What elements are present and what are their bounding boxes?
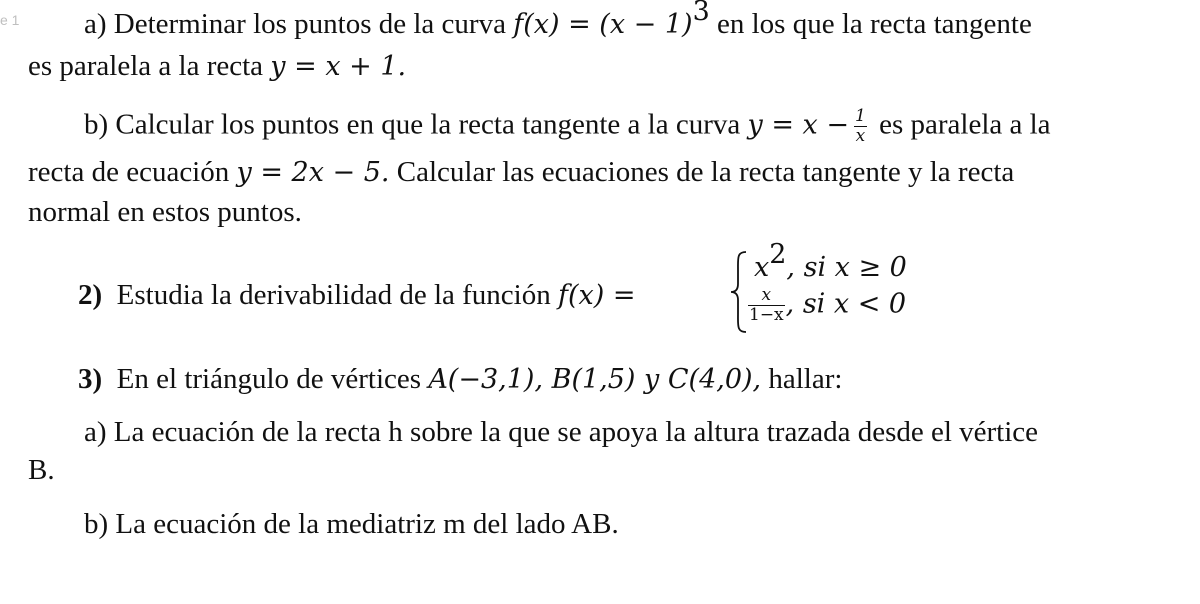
problem-1a-function: f(x) = (x − 1)	[513, 9, 693, 40]
problem-1a-tail: en los que la recta tangente	[717, 8, 1032, 40]
problem-3a-line-1	[84, 418, 1038, 447]
problem-3-line	[78, 365, 842, 394]
problem-3a-line-2	[28, 456, 55, 485]
fraction-denominator: x	[855, 125, 866, 146]
problem-3b-line	[84, 510, 619, 539]
problem-1b-line3-text: normal en estos puntos.	[28, 196, 302, 228]
page-corner-label: e 1	[0, 12, 20, 28]
problem-1a-line2-text: es paralela a la recta	[28, 50, 264, 82]
case-1-condition: , si x ≥ 0	[786, 252, 907, 283]
problem-1b-text: b) Calcular los puntos en que la recta tangente a la curva	[84, 108, 741, 141]
problem-3b-text: b) La ecuación de la mediatriz m del lado AB.	[84, 508, 619, 540]
case-2-numerator: x	[761, 285, 772, 305]
case-2-denominator: 1−x	[749, 304, 784, 325]
problem-3-text: En el triángulo de vértices	[116, 363, 422, 395]
problem-1b-curve: y = x −	[747, 109, 849, 141]
problem-1b-line-2	[28, 158, 1014, 187]
piecewise-case-2	[748, 287, 906, 325]
case-1-exponent: 2	[769, 239, 787, 270]
problem-3a-text-end: B.	[28, 454, 55, 486]
problem-1b-line-equation: y = 2x − 5.	[236, 157, 390, 188]
problem-2-line	[78, 281, 635, 310]
problem-1a-line-1	[84, 0, 1032, 40]
problem-1a-line-2	[28, 52, 406, 81]
piecewise-brace-icon	[728, 250, 750, 334]
problem-1b-line-1	[84, 108, 1051, 146]
problem-1b-tail: es paralela a la	[879, 108, 1051, 141]
problem-1a-exponent: 3	[692, 0, 710, 27]
fraction-numerator: 1	[855, 106, 866, 126]
piecewise-case-1	[754, 239, 907, 283]
problem-1a-text: a) Determinar los puntos de la curva	[84, 8, 506, 40]
problem-3a-text: a) La ecuación de la recta h sobre la que se apoya la altura trazada desde el vértice	[84, 416, 1039, 448]
problem-1b-fraction	[854, 108, 867, 146]
case-1-expression: x	[754, 252, 770, 283]
case-2-fraction	[748, 287, 785, 325]
case-2-condition: , si x < 0	[785, 288, 907, 320]
problem-1b-line-3	[28, 198, 302, 227]
problem-1a-line-equation: y = x + 1.	[270, 51, 407, 82]
problem-3-number: 3)	[78, 363, 103, 395]
problem-2-number: 2)	[78, 279, 103, 311]
problem-2-text: Estudia la derivabilidad de la función	[116, 279, 551, 311]
problem-1b-line2-tail: Calcular las ecuaciones de la recta tangente y la recta	[396, 156, 1015, 188]
problem-1b-line2-text: recta de ecuación	[28, 156, 230, 188]
problem-2-lhs: f(x) =	[557, 280, 636, 311]
problem-3-vertices: A(−3,1), B(1,5) y C(4,0),	[428, 364, 762, 395]
problem-3-text-end: hallar:	[768, 363, 843, 395]
